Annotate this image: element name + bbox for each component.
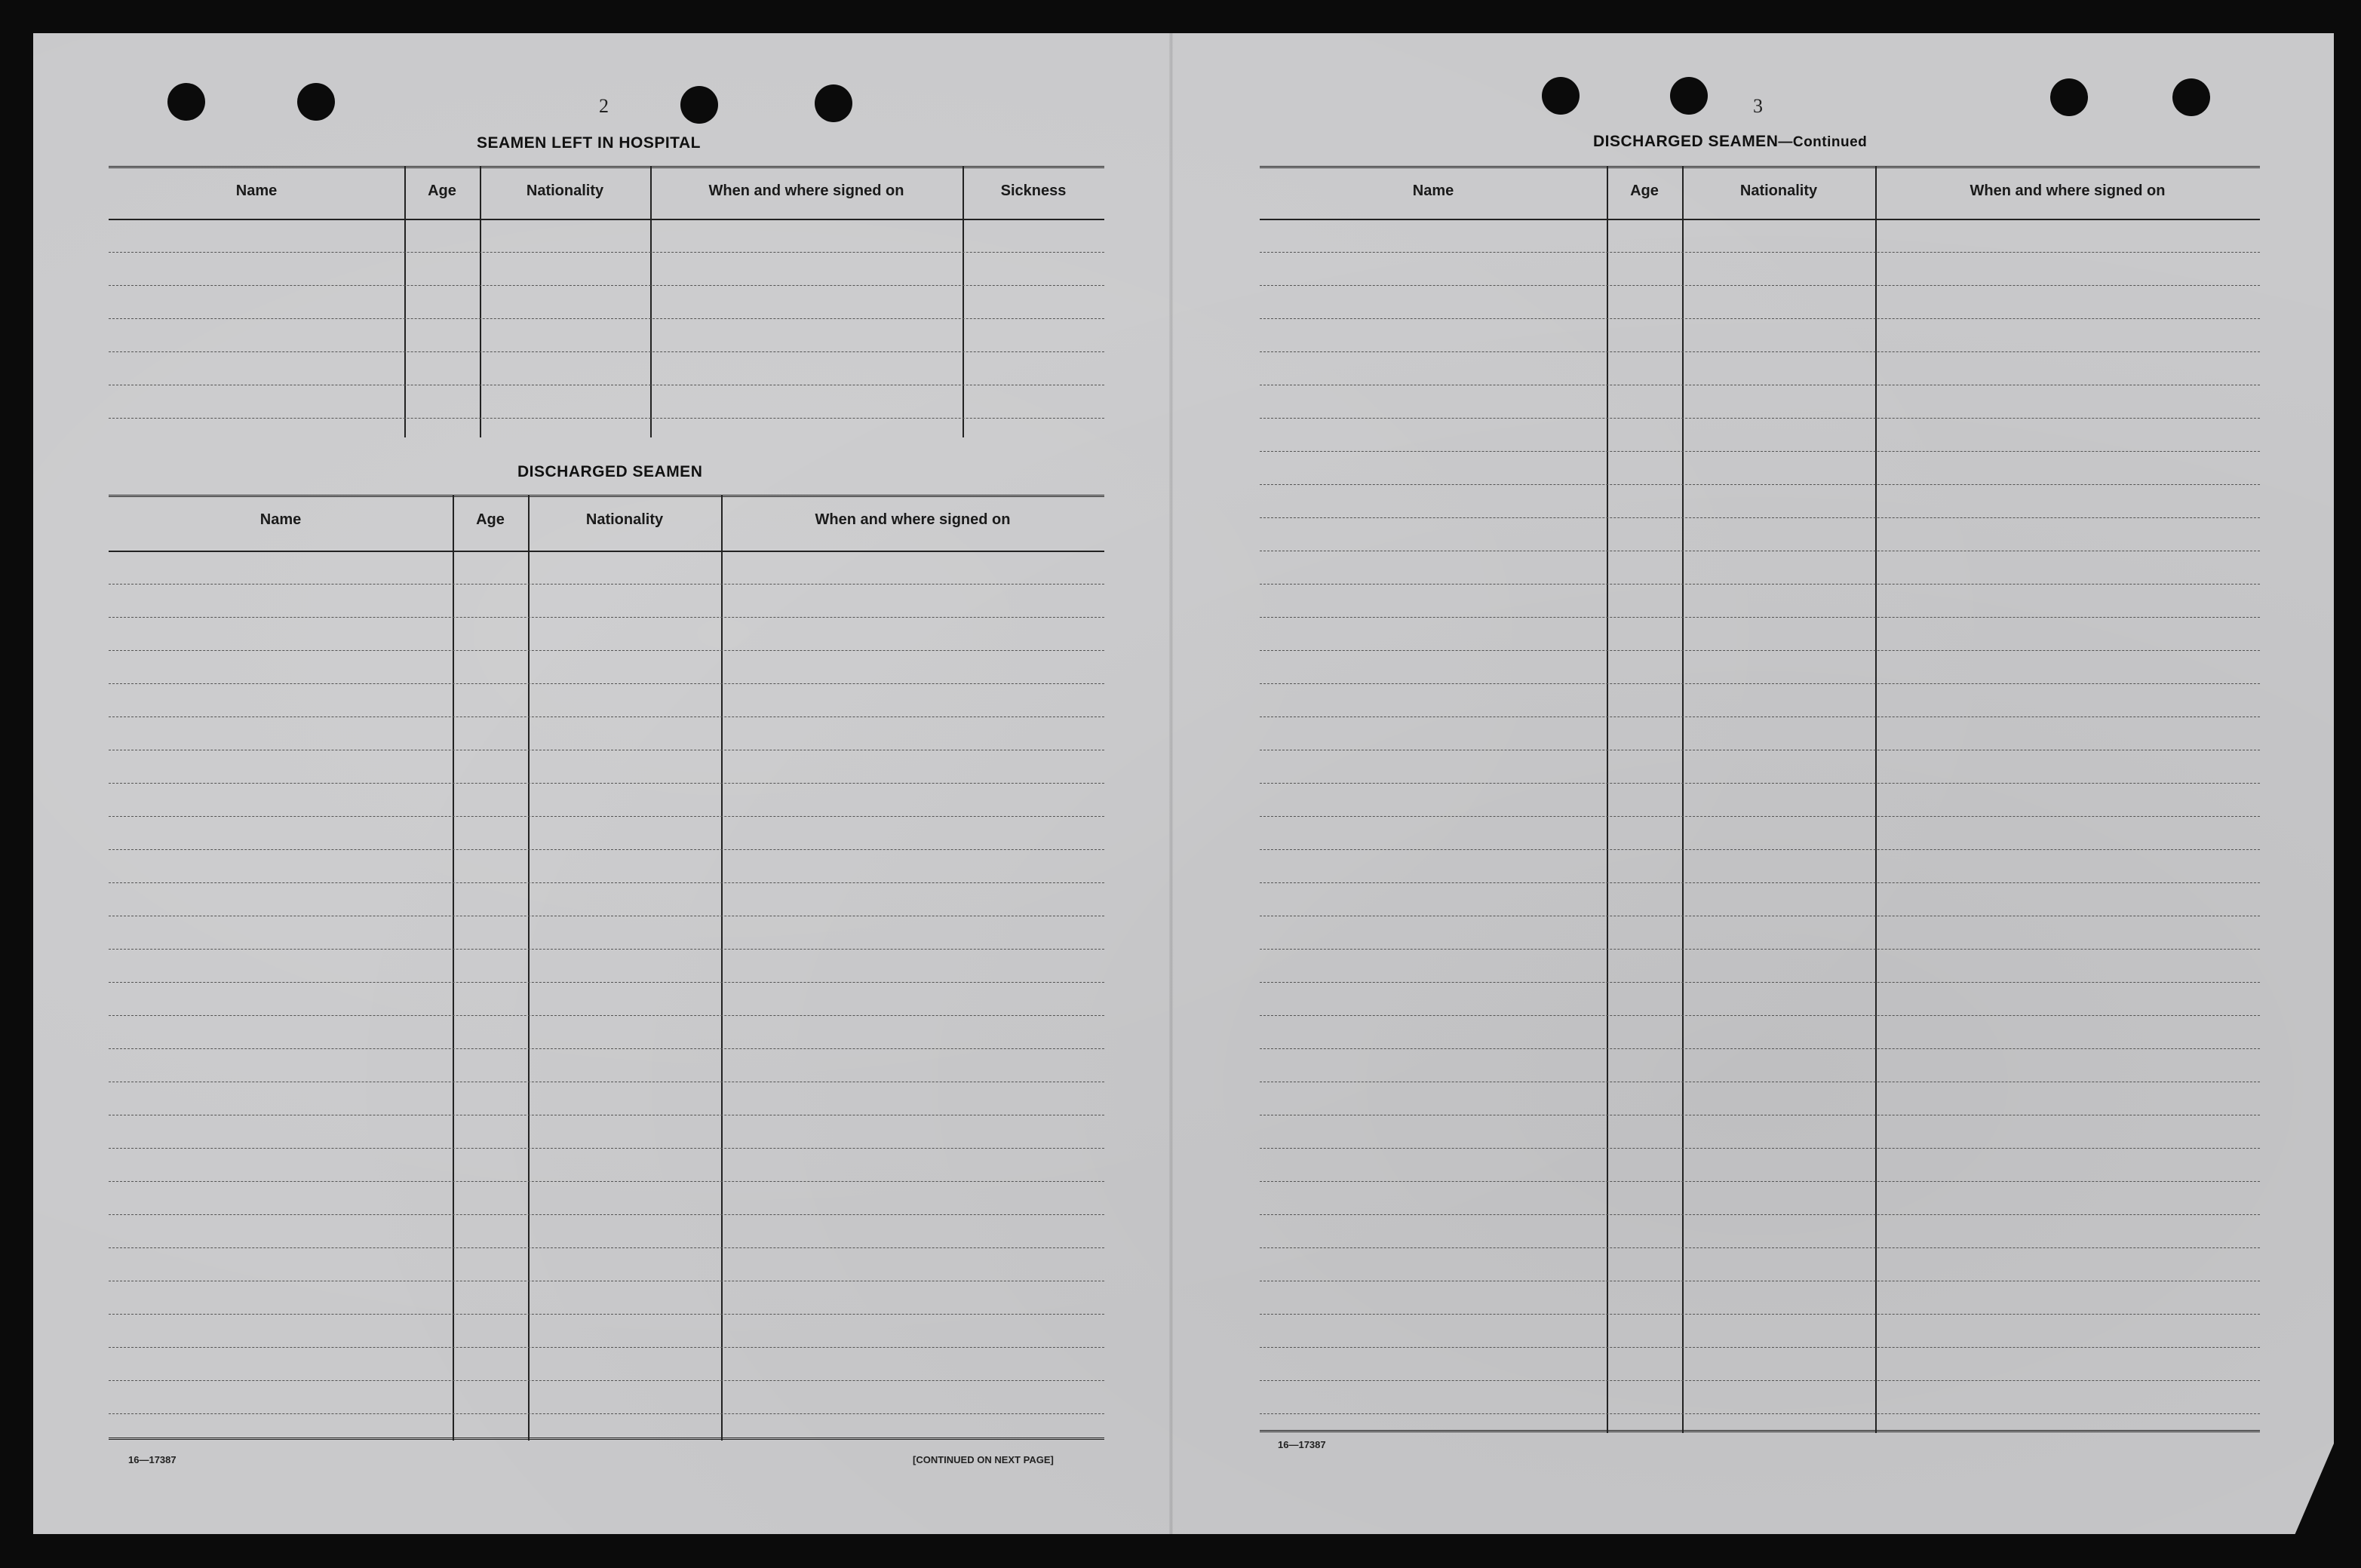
punch-hole bbox=[167, 83, 205, 121]
hospital-table bbox=[109, 166, 1104, 437]
discharged-continued-title-suffix: —Continued bbox=[1778, 134, 1868, 150]
punch-hole bbox=[2172, 78, 2210, 116]
column-header-name: Name bbox=[235, 183, 278, 199]
discharged-continued-title-main: DISCHARGED SEAMEN bbox=[1593, 133, 1779, 150]
page-fold bbox=[1169, 33, 1174, 1534]
form-number: 16—17387 bbox=[128, 1454, 177, 1465]
discharged-table-right bbox=[1260, 166, 2260, 1433]
column-header-nationality: Nationality bbox=[1739, 183, 1818, 199]
column-header-name: Name bbox=[1412, 183, 1454, 199]
column-header-sickness: Sickness bbox=[1000, 183, 1067, 199]
column-header-age: Age bbox=[428, 183, 456, 199]
column-header-nationality: Nationality bbox=[526, 183, 604, 199]
punch-hole bbox=[1542, 77, 1580, 115]
column-header-signed-on: When and where signed on bbox=[815, 511, 1011, 528]
column-header-name: Name bbox=[259, 511, 302, 528]
punch-hole bbox=[1670, 77, 1708, 115]
punch-hole bbox=[2050, 78, 2088, 116]
punch-hole bbox=[815, 84, 852, 122]
discharged-table-left bbox=[109, 495, 1104, 1441]
punch-hole bbox=[297, 83, 335, 121]
hospital-section-title: SEAMEN LEFT IN HOSPITAL bbox=[477, 134, 701, 152]
punch-hole bbox=[680, 86, 718, 124]
column-header-signed-on: When and where signed on bbox=[708, 183, 904, 199]
torn-corner bbox=[2293, 1433, 2338, 1539]
column-header-age: Age bbox=[1630, 183, 1659, 199]
form-number: 16—17387 bbox=[1278, 1439, 1326, 1450]
column-header-nationality: Nationality bbox=[585, 511, 664, 528]
continued-note: [CONTINUED ON NEXT PAGE] bbox=[913, 1454, 1054, 1465]
page-number: 3 bbox=[1753, 95, 1763, 117]
column-header-signed-on: When and where signed on bbox=[1970, 183, 2166, 199]
discharged-section-title: DISCHARGED SEAMEN bbox=[517, 463, 703, 480]
column-header-age: Age bbox=[476, 511, 505, 528]
page-number: 2 bbox=[599, 95, 609, 117]
discharged-continued-title bbox=[1593, 133, 1867, 151]
